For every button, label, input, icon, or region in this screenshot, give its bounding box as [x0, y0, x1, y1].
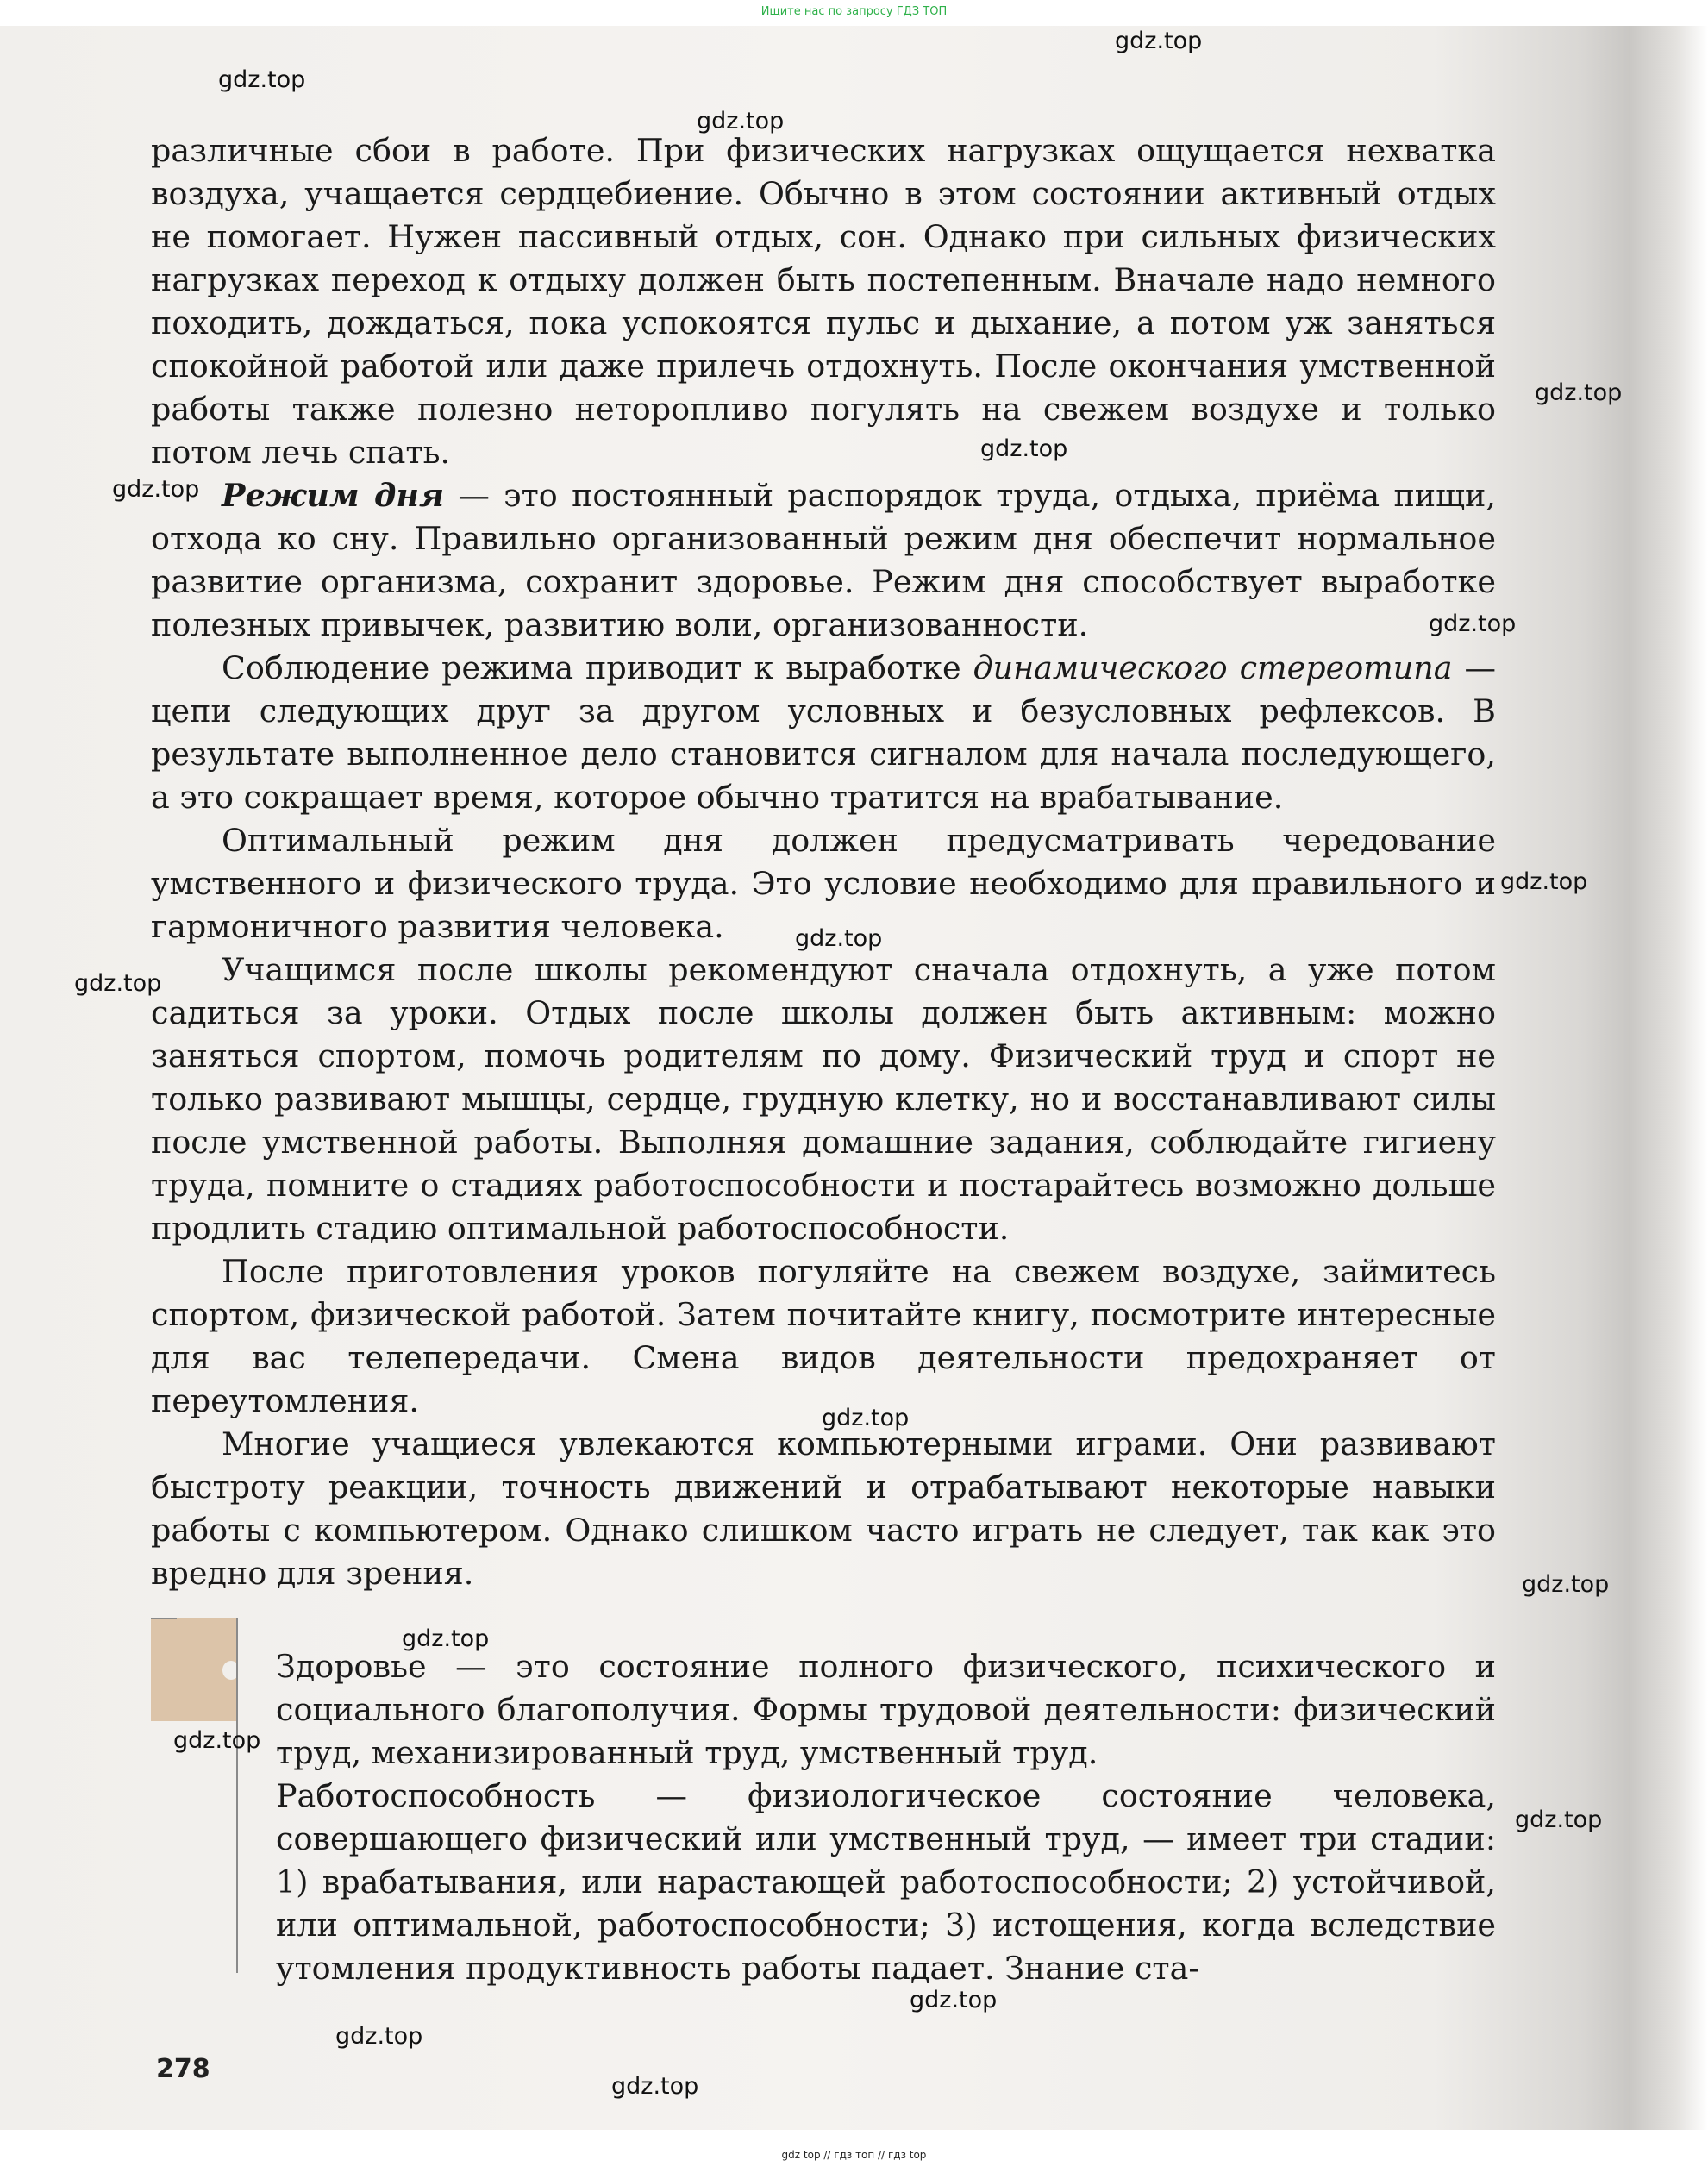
watermark: gdz.top	[1429, 611, 1517, 637]
watermark: gdz.top	[1515, 1807, 1603, 1833]
term-dynamic-stereotype: динамического стереотипа	[973, 649, 1453, 686]
watermark: gdz.top	[1115, 28, 1203, 54]
paragraph-3-start: Соблюдение режима приводит к выработке	[222, 649, 973, 686]
paragraph-4: Оптимальный режим дня должен предусматривать чередование умственного и физического труда. Это условие необходимо для правильного и гармоничного развития человека.	[151, 822, 1496, 945]
paragraph-1: различные сбои в работе. При физических нагрузках ощущается нехватка воздуха, учащается сердцебиение. Обычно в этом состоянии активный отдых не помогает. Нужен пассивный отдых, сон. Однако при сильных физических нагрузках переход к отдыху должен быть постепенным. Вначале надо немного походить, дождаться, пока успокоятся пульс и дыхание, а потом уж заняться спокойной работой или даже прилечь отдохнуть. После окончания умственной работы также полезно неторопливо погулять на свежем воздухе и только потом лечь спать.	[151, 132, 1496, 471]
watermark: gdz.top	[611, 2073, 699, 2100]
summary-work-capacity: Работоспособность — физиологическое состояние человека, совершающего физический или умственный труд, — имеет три стадии: 1) врабатывания, или нарастающей работоспособности; 2) устойчивой, или оптимальной, работоспособности; 3) истощения, когда вследствие утомления продуктивность работы падает. Знание ста-	[276, 1777, 1496, 1987]
watermark: gdz.top	[1535, 379, 1623, 406]
watermark: gdz.top	[402, 1625, 490, 1652]
paragraph-3-text: — цепи следующих друг за другом условных и безусловных рефлексов. В результате выполненное дело становится сигналом для начала последующего, а это сокращает время, которое обычно тратится на врабатывание.	[151, 649, 1496, 816]
top-banner[interactable]: Ищите нас по запросу ГДЗ ТОП	[760, 5, 948, 18]
watermark: gdz.top	[1500, 868, 1588, 895]
watermark: gdz.top	[697, 108, 785, 135]
watermark: gdz.top	[173, 1727, 261, 1754]
summary-marker-icon	[151, 1618, 236, 1721]
watermark: gdz.top	[910, 1987, 998, 2013]
paragraph-3	[151, 647, 1496, 819]
term-rezhim-dnya: Режим дня	[222, 477, 445, 514]
watermark: gdz.top	[980, 435, 1068, 462]
paragraph-7: Многие учащиеся увлекаются компьютерными играми. Они развивают быстроту реакции, точность движений и отрабатывают некоторые навыки работы с компьютером. Однако слишком часто играть не следует, так как это вредно для зрения.	[151, 1425, 1496, 1592]
watermark: gdz.top	[795, 925, 883, 952]
watermark: gdz.top	[822, 1405, 910, 1431]
paragraph-6: После приготовления уроков погуляйте на свежем воздухе, займитесь спортом, физической работой. Затем почитайте книгу, посмотрите интересные для вас телепередачи. Смена видов деятельности предохраняет от переутомления.	[151, 1253, 1496, 1419]
watermark: gdz.top	[74, 970, 162, 997]
paragraph-5: Учащимся после школы рекомендуют сначала отдохнуть, а уже потом садиться за уроки. Отдых после школы должен быть активным: можно заняться спортом, помочь родителям по дому. Физический труд и спорт не только развивают мышцы, сердце, грудную клетку, но и восстанавливают силы после умственной работы. Выполняя домашние задания, соблюдайте гигиену труда, помните о стадиях работоспособности и постарайтесь возможно дольше продлить стадию оптимальной работоспособности.	[151, 951, 1496, 1247]
summary-top-rule	[151, 1618, 177, 1619]
page-number: 278	[156, 2054, 210, 2084]
book-spine-shadow	[1630, 26, 1708, 2130]
watermark: gdz.top	[112, 476, 200, 503]
bottom-banner[interactable]: gdz top // гдз топ // гдз top	[781, 2149, 927, 2161]
summary-side-rule	[236, 1618, 238, 1973]
paragraph-2-text: — это постоянный распорядок труда, отдыха, приёма пищи, отхода ко сну. Правильно организованный режим дня обеспечит нормальное развитие организма, сохранит здоровье. Режим дня способствует выработке полезных привычек, развитию воли, организованности.	[151, 477, 1496, 643]
paragraph-2	[151, 474, 1496, 647]
summary-health: Здоровье — это состояние полного физического, психического и социального благополучия. Формы трудовой деятельности: физический труд, механизированный труд, умственный труд.	[276, 1648, 1496, 1771]
watermark: gdz.top	[335, 2023, 423, 2050]
main-text	[151, 129, 1496, 1595]
watermark: gdz.top	[1522, 1571, 1610, 1598]
summary-box	[276, 1645, 1496, 1990]
watermark: gdz.top	[218, 66, 306, 93]
